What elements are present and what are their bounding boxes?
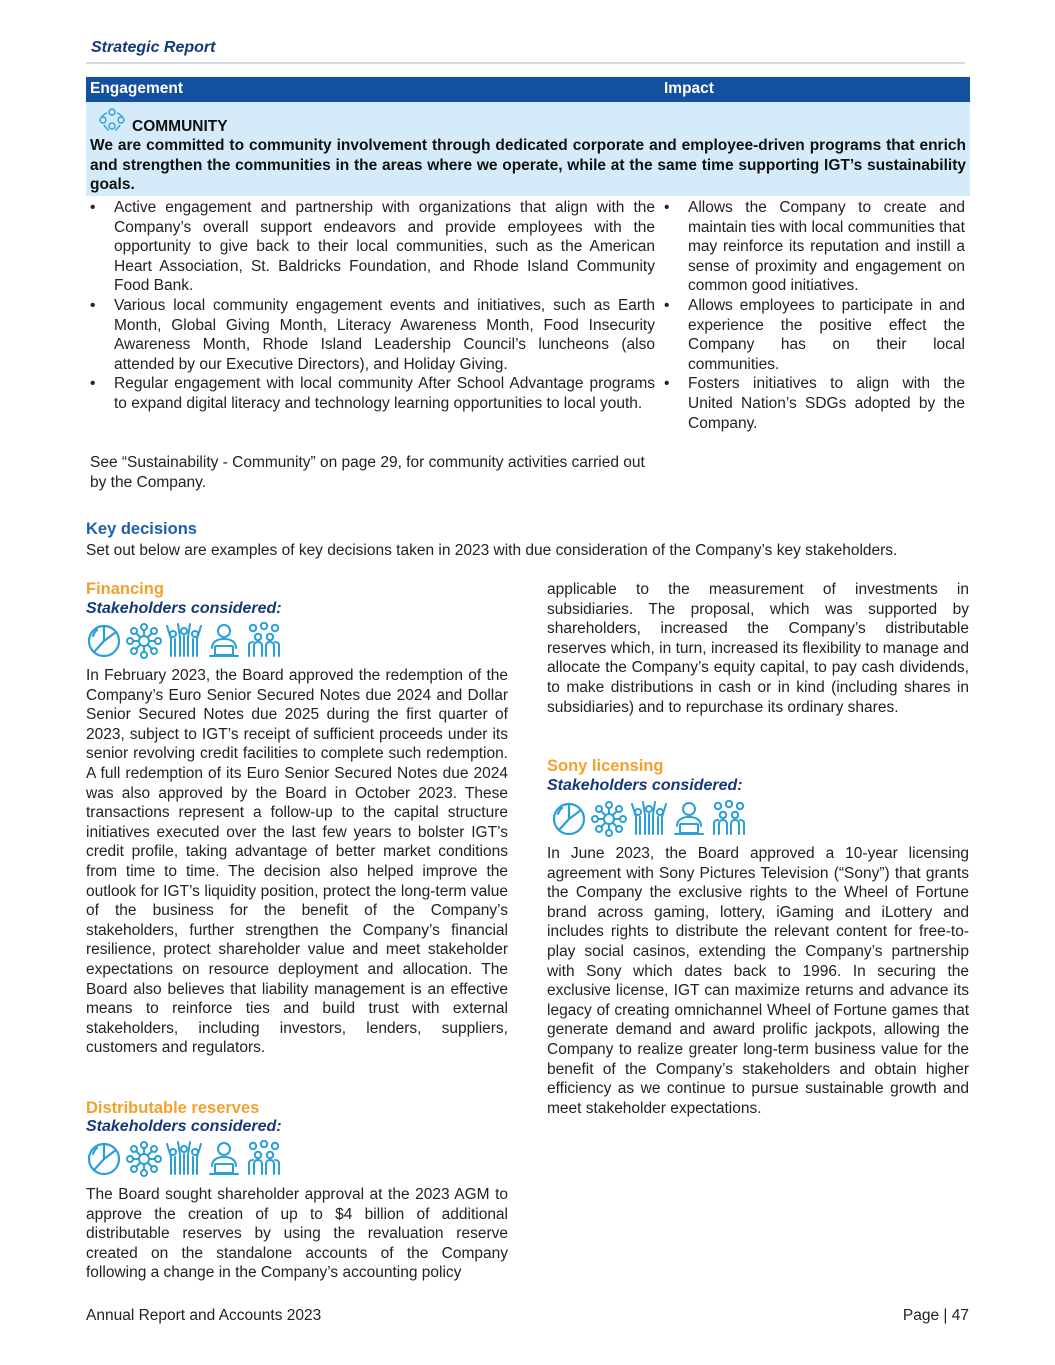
sony-stakeholders-label: Stakeholders considered: (547, 777, 743, 794)
sony-stakeholder-icons (550, 800, 748, 838)
distributable-heading: Distributable reserves (86, 1099, 260, 1117)
pie-chart-icon (550, 800, 588, 838)
list-item: • Fosters initiatives to align with the United Nation’s SDGs adopted by the Company. (660, 374, 965, 433)
footer-page-number: Page | 47 (902, 1307, 969, 1324)
impact-list (660, 198, 965, 433)
list-item: • Various local community engagement events and initiatives, such as Earth Month, Global Giving Month, Literacy Awareness Month, Food Insecurity Awareness Month, Rhode Island Leadership Council’s luncheons (also attended by our Executive Directors), and Holiday Giving. (86, 296, 655, 374)
network-icon (590, 800, 628, 838)
community-band (86, 102, 970, 196)
distributable-text-continued: applicable to the measurement of investments in subsidiaries. The proposal, which was supported by shareholders, increased the Company’s distributable reserves which, in turn, increased its flexibility to manage and allocate the Company’s equity capital, to pay cash dividends, to make distributions in cash or in kind (including shares in subsidiaries) and to repurchase its ordinary shares. (547, 581, 969, 716)
people-raised-hands-icon (630, 800, 668, 838)
engagement-list (86, 198, 655, 414)
network-icon (125, 1140, 163, 1178)
user-laptop-icon (670, 800, 708, 838)
community-note: See “Sustainability - Community” on page 29, for community activities carried out by the Company. (90, 454, 645, 491)
distributable-stakeholders-label: Stakeholders considered: (86, 1118, 282, 1135)
sony-text: In June 2023, the Board approved a 10-year licensing agreement with Sony Pictures Television (“Sony”) that grants the Company the exclusive rights to the Wheel of Fortune brand across gaming, lottery, iGaming and iLottery and includes rights to distribute the relevant content for free-to-play social casinos, extending the Company’s partnership with Sony which dates back to 1996. In securing the exclusive license, IGT can maximize returns and advance its legacy of creating omnichannel Wheel of Fortune games that generate demand and award prolific jackpots, allowing the Company to realize greater long-term business value for the benefit of the Company’s stakeholders and obtain higher efficiency as we continue to pursue sustainable growth and meet stakeholder expectations. (547, 845, 969, 1117)
people-raised-hands-icon (165, 1140, 203, 1178)
community-statement: We are committed to community involvement through dedicated corporate and employee-driven programs that enrich and strengthen the communities in the areas where we operate, while at the same time supporting IGT’s sustainability goals. (90, 137, 966, 194)
network-icon (125, 622, 163, 660)
column-engagement-header: Engagement (90, 80, 184, 97)
group-icon (710, 800, 748, 838)
list-item: • Allows the Company to create and maintain ties with local communities that may reinforce its reputation and instill a sense of proximity and engagement on common good initiatives. (660, 198, 965, 296)
user-laptop-icon (205, 1140, 243, 1178)
footer-report-title: Annual Report and Accounts 2023 (86, 1307, 322, 1324)
list-item: • Allows employees to participate in and experience the positive effect the Company has on their local communities. (660, 296, 965, 374)
column-impact-header: Impact (664, 80, 714, 97)
financing-text: In February 2023, the Board approved the redemption of the Company’s Euro Senior Secured Notes due 2024 and Dollar Senior Secured Notes due 2025 during the first quarter of 2023, subject to IGT’s receipt of sufficient proceeds under its senior revolving credit facilities to complete such redemption. A full redemption of its Euro Senior Secured Notes due 2024 was also approved by the Board in October 2023. These transactions represent a follow-up to the capital structure initiatives executed over the last few years to bolster IGT’s credit profile, taking advantage of better market conditions from time to time. The decision also helped improve the outlook for IGT’s liquidity position, protect the long-term value of the business for the benefit of the Company’s stakeholders, further strengthen the Company’s financial resilience, protect shareholder value and meet stakeholder expectations on resource deployment and allocation. The Board also believes that liability management is an effective means to reinforce ties and build trust with external stakeholders, including investors, lenders, suppliers, customers and regulators. (86, 667, 508, 1057)
financing-stakeholders-label: Stakeholders considered: (86, 600, 282, 617)
header-divider (86, 62, 965, 64)
table-header (86, 77, 970, 102)
pie-chart-icon (85, 1140, 123, 1178)
key-decisions-heading: Key decisions (86, 520, 197, 538)
list-item: • Active engagement and partnership with organizations that align with the Company’s overall support endeavors and provide employees with the opportunity to give back to their local communities, such as the American Heart Association, St. Baldricks Foundation, and Rhode Island Community Food Bank. (86, 198, 655, 296)
financing-stakeholder-icons (85, 622, 283, 660)
community-icon (98, 107, 126, 138)
page-header-title: Strategic Report (91, 39, 216, 56)
user-laptop-icon (205, 622, 243, 660)
key-decisions-intro: Set out below are examples of key decisions taken in 2023 with due consideration of the Company’s key stakeholders. (86, 542, 898, 559)
financing-heading: Financing (86, 580, 164, 598)
pie-chart-icon (85, 622, 123, 660)
group-icon (245, 622, 283, 660)
people-raised-hands-icon (165, 622, 203, 660)
sony-heading: Sony licensing (547, 757, 664, 775)
community-label: COMMUNITY (132, 118, 228, 135)
distributable-text: The Board sought shareholder approval at the 2023 AGM to approve the creation of up to $4 billion of additional distributable reserves by using the revaluation reserve created on the standalone accounts of the Company following a change in the Company’s accounting policy (86, 1186, 508, 1282)
group-icon (245, 1140, 283, 1178)
distributable-stakeholder-icons (85, 1140, 283, 1178)
list-item: • Regular engagement with local community After School Advantage programs to expand digital literacy and technology learning opportunities to local youth. (86, 374, 655, 413)
